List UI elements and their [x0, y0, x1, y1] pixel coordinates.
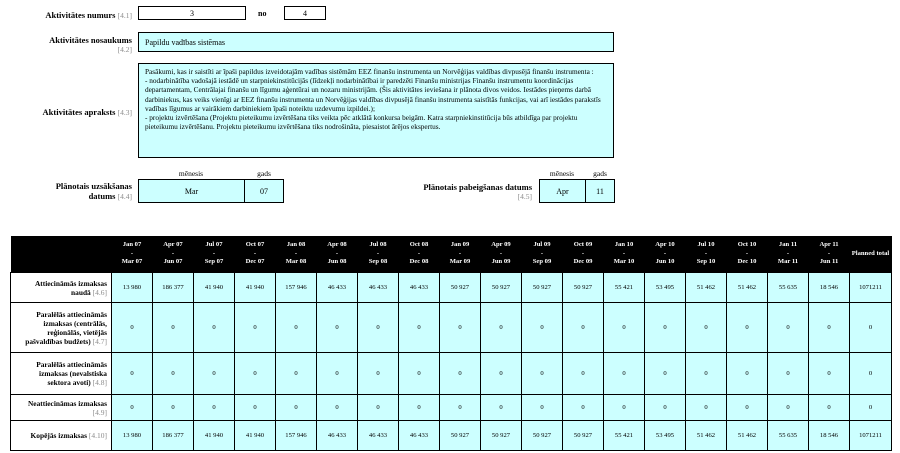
- row-ref: [4.6]: [92, 287, 107, 297]
- planned-end-label: Plānotais pabeigšanas datums [4.5]: [423, 182, 532, 201]
- cost-cell[interactable]: 0: [235, 303, 276, 353]
- period-header: [604, 236, 645, 273]
- period-header: [563, 236, 604, 273]
- planned-total-header: Planned total: [850, 236, 892, 273]
- cost-cell[interactable]: 0: [358, 303, 399, 353]
- cost-cell[interactable]: 50 927: [481, 421, 522, 451]
- row-total-cell[interactable]: 0: [850, 395, 892, 421]
- period-dash: -: [622, 249, 626, 257]
- cost-cell[interactable]: 51 462: [727, 421, 768, 451]
- period-to: Jun 08: [327, 258, 347, 266]
- activity-description-label: Aktivitātes apraksts [4.3]: [42, 107, 132, 117]
- cost-cell[interactable]: 50 927: [522, 273, 563, 303]
- period-from: Apr 07: [163, 241, 183, 249]
- period-to: Mar 09: [449, 258, 471, 266]
- cost-cell[interactable]: 55 421: [604, 273, 645, 303]
- table-body: [11, 273, 892, 451]
- cost-cell[interactable]: 0: [809, 303, 850, 353]
- cost-cell[interactable]: 55 421: [604, 421, 645, 451]
- cost-cell[interactable]: 46 433: [399, 421, 440, 451]
- cost-cell[interactable]: 0: [440, 303, 481, 353]
- cost-cell[interactable]: 0: [604, 395, 645, 421]
- table-row: [11, 273, 892, 303]
- row-label: [11, 421, 112, 451]
- period-from: Jul 07: [205, 241, 223, 249]
- cost-cell[interactable]: 0: [235, 395, 276, 421]
- period-header: [768, 236, 809, 273]
- cost-cell[interactable]: 0: [194, 353, 235, 395]
- cost-cell[interactable]: 46 433: [317, 421, 358, 451]
- cost-cell[interactable]: 41 940: [194, 273, 235, 303]
- row-total-cell[interactable]: 0: [850, 353, 892, 395]
- period-dash: -: [335, 249, 339, 257]
- cost-cell[interactable]: 50 927: [522, 421, 563, 451]
- cost-cell[interactable]: 0: [522, 303, 563, 353]
- of-label: no: [258, 9, 267, 18]
- cost-cell[interactable]: 0: [686, 303, 727, 353]
- period-from: Apr 11: [819, 241, 839, 249]
- end-month-value: Apr: [556, 186, 569, 196]
- cost-cell[interactable]: 0: [727, 303, 768, 353]
- cost-cell[interactable]: 0: [440, 353, 481, 395]
- period-dash: -: [253, 249, 257, 257]
- cost-cell[interactable]: 13 980: [112, 273, 153, 303]
- period-from: Oct 10: [737, 241, 757, 249]
- start-month-field[interactable]: [138, 179, 245, 203]
- table-row: [11, 303, 892, 353]
- cost-cell[interactable]: 46 433: [358, 273, 399, 303]
- cost-cell[interactable]: 0: [481, 395, 522, 421]
- row-ref: [4.8]: [92, 378, 107, 387]
- period-from: Jan 07: [122, 241, 142, 249]
- period-dash: -: [745, 249, 749, 257]
- row-label-text: Paralēlās attiecināmās izmaksas (nevalstiska sektora avoti): [36, 360, 107, 387]
- period-to: Mar 10: [613, 258, 635, 266]
- activity-name-label: Aktivitātes nosaukums [4.2]: [49, 35, 132, 54]
- period-from: Jan 10: [614, 241, 634, 249]
- cost-cell[interactable]: 50 927: [481, 273, 522, 303]
- period-to: Mar 11: [777, 258, 799, 266]
- end-year-value: 11: [596, 186, 604, 196]
- cost-cell[interactable]: 51 462: [727, 273, 768, 303]
- cost-cell[interactable]: 0: [112, 353, 153, 395]
- period-to: Sep 08: [368, 258, 388, 266]
- period-from: Apr 09: [491, 241, 511, 249]
- period-header: [235, 236, 276, 273]
- cost-cell[interactable]: 0: [317, 353, 358, 395]
- period-to: Dec 08: [409, 258, 429, 266]
- period-to: Jun 10: [655, 258, 675, 266]
- period-from: Jan 08: [286, 241, 306, 249]
- cost-table: [10, 236, 892, 451]
- cost-cell[interactable]: 0: [686, 353, 727, 395]
- period-dash: -: [417, 249, 421, 257]
- cost-cell[interactable]: 18 546: [809, 273, 850, 303]
- cost-cell[interactable]: 0: [645, 353, 686, 395]
- period-from: Oct 09: [573, 241, 593, 249]
- period-header: [276, 236, 317, 273]
- period-header: [399, 236, 440, 273]
- period-header: [522, 236, 563, 273]
- cost-cell[interactable]: 0: [358, 395, 399, 421]
- start-year-value: 07: [260, 186, 268, 196]
- row-label: [11, 303, 112, 353]
- period-from: Jan 11: [778, 241, 798, 249]
- row-label-text: Neattiecināmas izmaksas: [27, 398, 107, 408]
- cost-cell[interactable]: 41 940: [235, 421, 276, 451]
- cost-cell[interactable]: 18 546: [809, 421, 850, 451]
- table-row: [11, 395, 892, 421]
- table-row: [11, 421, 892, 451]
- activity-name-field[interactable]: [138, 32, 614, 52]
- end-month-field[interactable]: [539, 179, 586, 203]
- period-from: Apr 10: [655, 241, 675, 249]
- start-year-field[interactable]: [244, 179, 284, 203]
- start-month-header: mēnesis: [178, 169, 204, 178]
- period-from: Jul 08: [369, 241, 387, 249]
- period-header: [194, 236, 235, 273]
- cost-cell[interactable]: 0: [809, 353, 850, 395]
- row-total-cell[interactable]: 0: [850, 303, 892, 353]
- period-from: Jan 09: [450, 241, 470, 249]
- cost-cell[interactable]: 41 940: [194, 421, 235, 451]
- period-to: Sep 09: [532, 258, 552, 266]
- activity-name-value: Papildu vadības sistēmas: [145, 37, 225, 47]
- cost-cell[interactable]: 0: [317, 395, 358, 421]
- cost-cell[interactable]: 0: [604, 353, 645, 395]
- activity-description-field[interactable]: Pasākumi, kas ir saistīti ar īpaši papildus izveidotajām vadības sistēmām EEZ finanšu instrumenta un Norvēģijas valdības divpusējā finanšu instrumenta : - nodarbinātība vadošajā iestādē un starpniekinstitūcijās (līdzekļi nodarbinātībai ir paredzēti Finanšu ministrijas Finanšu instrumentu koordinācijas departamentam, Centrālajai finanšu un līgumu aģentūrai un nozaru ministrijām. (Šis aktivitātes ieviešana ir plānota divos veidos. Iestādes pieņems darbā darbiniekus, kas veiks vienīgi ar EEZ finanšu instrumenta un Norvēģijas valdības divpusējā finanšu instrumenta saistītās funkcijas, vai arī iestādes parakstīs vadības līgumus ar vairākiem darbiniekiem īpaši noteiktu uzdevumu izpildei.); - projektu izvērtēšana (Projektu pieteikumu izvērtēšana tiks veikta pēc atklātā konkursa beigām. Katra starpniekinstitūcija būs atbildīga par projektu pieteikumu izvērtēšanu. Projektu pieteikumu izvērtēšana tiks nodrošināta, piesaistot ārējos ekspertus.: [138, 63, 614, 158]
- period-dash: -: [827, 249, 831, 257]
- end-year-header: gads: [593, 169, 607, 178]
- cost-cell[interactable]: 41 940: [235, 273, 276, 303]
- period-dash: -: [786, 249, 790, 257]
- planned-start-label: Plānotais uzsākšanas datums [4.4]: [55, 181, 132, 201]
- cost-cell[interactable]: 0: [809, 395, 850, 421]
- period-to: Sep 07: [204, 258, 224, 266]
- cost-cell[interactable]: 0: [399, 353, 440, 395]
- period-to: Jun 11: [819, 258, 839, 266]
- cost-cell[interactable]: 0: [768, 395, 809, 421]
- cost-cell[interactable]: 55 635: [768, 421, 809, 451]
- period-from: Oct 08: [409, 241, 429, 249]
- period-dash: -: [294, 249, 298, 257]
- row-label: [11, 353, 112, 395]
- cost-cell[interactable]: 0: [768, 353, 809, 395]
- period-dash: -: [540, 249, 544, 257]
- start-month-value: Mar: [184, 186, 199, 196]
- end-month-header: mēnesis: [549, 169, 575, 178]
- cost-cell[interactable]: 50 927: [563, 421, 604, 451]
- cost-cell[interactable]: 46 433: [399, 273, 440, 303]
- period-to: Dec 09: [573, 258, 593, 266]
- cost-cell[interactable]: 51 462: [686, 421, 727, 451]
- period-header: [645, 236, 686, 273]
- period-dash: -: [130, 249, 134, 257]
- cost-cell[interactable]: 0: [727, 395, 768, 421]
- period-header: [686, 236, 727, 273]
- cost-cell[interactable]: 53 495: [645, 273, 686, 303]
- period-dash: -: [704, 249, 708, 257]
- cost-cell[interactable]: 50 927: [563, 273, 604, 303]
- period-header: [440, 236, 481, 273]
- period-to: Dec 10: [737, 258, 757, 266]
- end-year-field[interactable]: [585, 179, 615, 203]
- period-to: Sep 10: [696, 258, 716, 266]
- cost-cell[interactable]: 0: [522, 353, 563, 395]
- cost-cell[interactable]: 0: [358, 353, 399, 395]
- activity-number-field[interactable]: [138, 6, 246, 20]
- period-to: Jun 09: [491, 258, 511, 266]
- period-to: Jun 07: [163, 258, 183, 266]
- cost-cell[interactable]: 0: [768, 303, 809, 353]
- period-dash: -: [212, 249, 216, 257]
- cost-cell[interactable]: 0: [276, 353, 317, 395]
- cost-cell[interactable]: 186 377: [153, 421, 194, 451]
- row-label: [11, 395, 112, 421]
- cost-cell[interactable]: 0: [153, 303, 194, 353]
- cost-cell[interactable]: 0: [276, 395, 317, 421]
- cost-cell[interactable]: 55 635: [768, 273, 809, 303]
- row-label-text: Attiecināmās izmaksas naudā: [34, 278, 107, 297]
- period-dash: -: [171, 249, 175, 257]
- start-year-header: gads: [257, 169, 271, 178]
- period-dash: -: [499, 249, 503, 257]
- period-header: [358, 236, 399, 273]
- cost-cell[interactable]: 0: [563, 303, 604, 353]
- cost-cell[interactable]: 0: [235, 353, 276, 395]
- row-ref: [4.7]: [92, 336, 107, 346]
- period-header: [481, 236, 522, 273]
- row-label-text: Paralēlās attiecināmās izmaksas (centrālās, reģionālās, vietējās pašvaldības budžets): [25, 309, 107, 346]
- cost-cell[interactable]: 0: [276, 303, 317, 353]
- cost-cell[interactable]: 0: [112, 303, 153, 353]
- cost-cell[interactable]: 0: [399, 395, 440, 421]
- period-to: Mar 08: [285, 258, 307, 266]
- activity-number-value: 3: [190, 8, 194, 18]
- row-total-cell[interactable]: 1071211: [850, 421, 892, 451]
- cost-cell[interactable]: 0: [194, 303, 235, 353]
- cost-cell[interactable]: 0: [153, 395, 194, 421]
- cost-cell[interactable]: 0: [440, 395, 481, 421]
- period-header: [112, 236, 153, 273]
- activity-total-field[interactable]: [284, 6, 326, 20]
- row-ref: [4.10]: [88, 431, 107, 440]
- cost-cell[interactable]: 46 433: [317, 273, 358, 303]
- activity-total-value: 4: [303, 8, 307, 18]
- cost-cell[interactable]: 0: [399, 303, 440, 353]
- row-label-text: Kopējās izmaksas: [30, 431, 88, 440]
- period-dash: -: [376, 249, 380, 257]
- period-header: [153, 236, 194, 273]
- period-to: Mar 07: [121, 258, 143, 266]
- cost-cell[interactable]: 0: [563, 353, 604, 395]
- cost-cell[interactable]: 0: [645, 395, 686, 421]
- cost-cell[interactable]: 157 946: [276, 421, 317, 451]
- cost-cell[interactable]: 0: [686, 395, 727, 421]
- cost-cell[interactable]: 0: [481, 303, 522, 353]
- header-corner: [11, 236, 112, 273]
- period-dash: -: [581, 249, 585, 257]
- cost-cell[interactable]: 50 927: [440, 273, 481, 303]
- cost-cell[interactable]: 0: [194, 395, 235, 421]
- table-header-row: [11, 236, 892, 273]
- period-from: Jul 10: [697, 241, 715, 249]
- cost-cell[interactable]: 0: [481, 353, 522, 395]
- cost-cell[interactable]: 51 462: [686, 273, 727, 303]
- cost-cell[interactable]: 0: [112, 395, 153, 421]
- cost-cell[interactable]: 53 495: [645, 421, 686, 451]
- period-header: [727, 236, 768, 273]
- row-label: [11, 273, 112, 303]
- cost-cell[interactable]: 0: [522, 395, 563, 421]
- period-from: Jul 09: [533, 241, 551, 249]
- cost-cell[interactable]: 0: [317, 303, 358, 353]
- cost-cell[interactable]: 46 433: [358, 421, 399, 451]
- period-dash: -: [663, 249, 667, 257]
- row-ref: [4.9]: [92, 407, 107, 417]
- period-dash: -: [458, 249, 462, 257]
- cost-cell[interactable]: 0: [563, 395, 604, 421]
- row-total-cell[interactable]: 1071211: [850, 273, 892, 303]
- activity-number-label: Aktivitātes numurs [4.1]: [45, 10, 132, 20]
- table-row: [11, 353, 892, 395]
- cost-cell[interactable]: 157 946: [276, 273, 317, 303]
- period-to: Dec 07: [245, 258, 265, 266]
- period-from: Apr 08: [327, 241, 347, 249]
- cost-cell[interactable]: 0: [604, 303, 645, 353]
- period-header: [809, 236, 850, 273]
- cost-cell[interactable]: 0: [153, 353, 194, 395]
- period-header: [317, 236, 358, 273]
- period-from: Oct 07: [245, 241, 265, 249]
- cost-cell[interactable]: 0: [645, 303, 686, 353]
- cost-cell[interactable]: 50 927: [440, 421, 481, 451]
- cost-cell[interactable]: 13 980: [112, 421, 153, 451]
- cost-cell[interactable]: 186 377: [153, 273, 194, 303]
- cost-cell[interactable]: 0: [727, 353, 768, 395]
